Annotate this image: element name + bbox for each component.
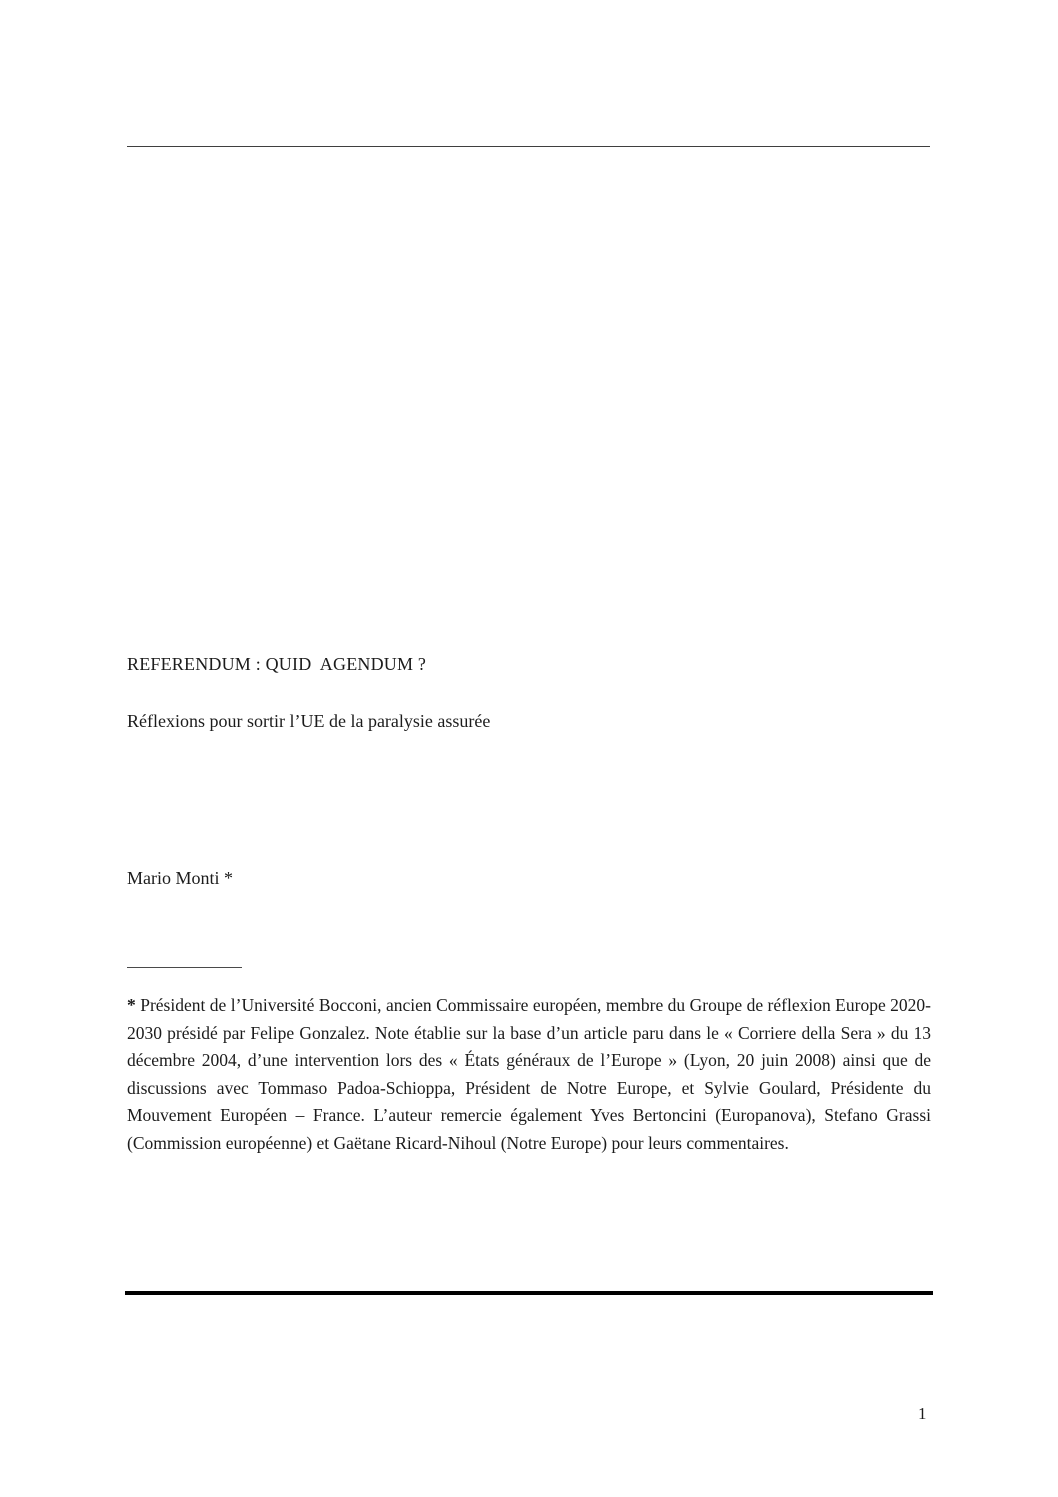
footnote-separator-rule — [127, 967, 242, 968]
footnote-text: Président de l’Université Bocconi, ancien Commissaire européen, membre du Groupe de réflexion Europe 2020-2030 présidé par Felipe Gonzalez. Note établie sur la base d’un article paru dans le « Corriere della Sera » du 13 décembre 2004, d’une intervention lors des « États généraux de l’Europe » (Lyon, 20 juin 2008) ainsi que de discussions avec Tommaso Padoa-Schioppa, Président de Notre Europe, et Sylvie Goulard, Présidente du Mouvement Européen – France. L’auteur remercie également Yves Bertoncini (Europanova), Stefano Grassi (Commission européenne) et Gaëtane Ricard-Nihoul (Notre Europe) pour leurs commentaires. — [127, 995, 931, 1153]
page-number: 1 — [918, 1404, 927, 1423]
author-line: Mario Monti * — [127, 868, 233, 888]
header-rule — [127, 146, 930, 147]
footnote-marker: * — [127, 995, 136, 1015]
footnote — [127, 992, 931, 1157]
footer-rule — [125, 1291, 933, 1295]
paper-title: REFERENDUM : QUID AGENDUM ? — [127, 654, 427, 674]
paper-subtitle: Réflexions pour sortir l’UE de la paralysie assurée — [127, 711, 491, 731]
